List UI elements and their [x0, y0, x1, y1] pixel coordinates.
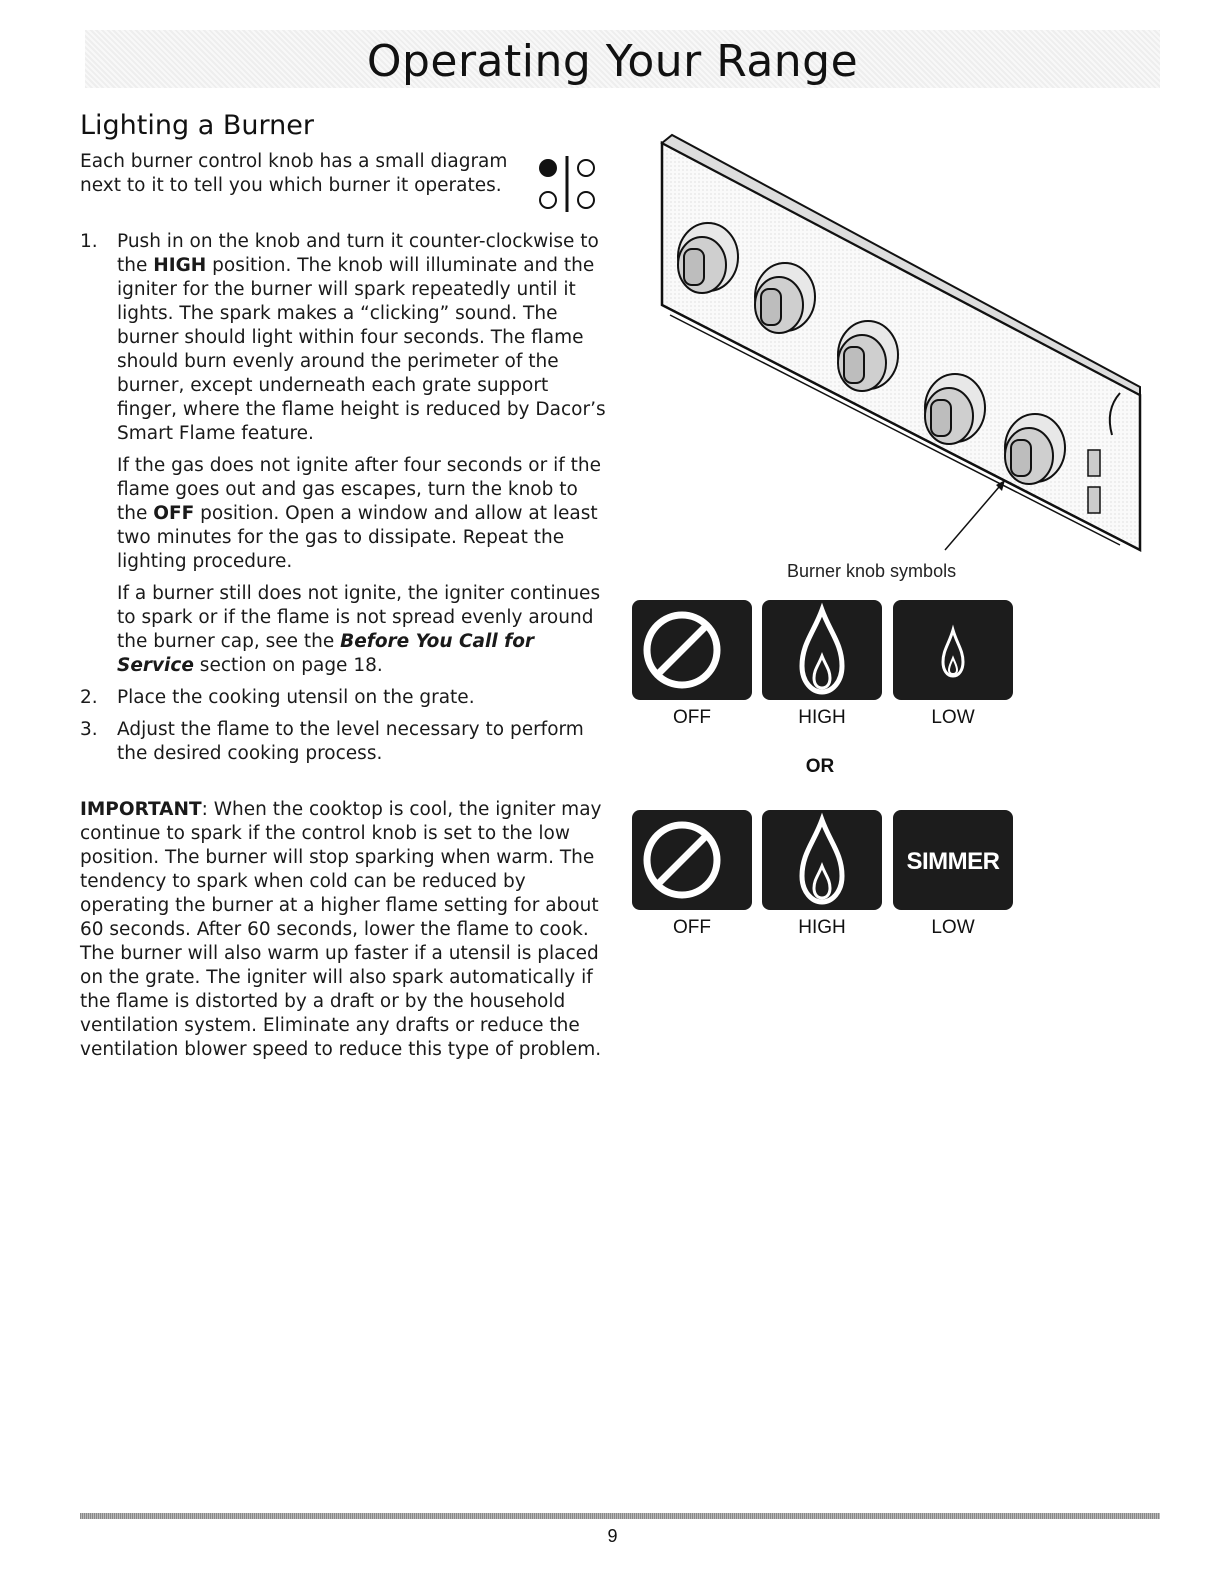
simmer-text: SIMMER	[906, 848, 1000, 875]
simmer-symbol	[893, 810, 1013, 910]
steps-list	[80, 230, 610, 774]
figure-caption: Burner knob symbols	[787, 561, 957, 581]
knob-1	[678, 223, 738, 293]
section-title: Lighting a Burner	[80, 110, 314, 141]
step-2	[80, 686, 610, 710]
knob-3	[838, 321, 898, 391]
footer-band	[80, 1513, 1160, 1519]
large-flame-icon	[762, 600, 882, 700]
step-1-paragraph-3: If a burner still does not ignite, the igniter continues to spark or if the flame is not spread evenly around the burner cap, see the Before You Call for Service section on page 18.	[117, 583, 601, 676]
step-1	[80, 230, 610, 678]
high-symbol-alt	[762, 810, 882, 910]
page-title: Operating Your Range	[366, 36, 859, 87]
range-control-panel-illustration	[650, 125, 1150, 565]
important-note	[80, 798, 610, 1062]
low-label-alt: LOW	[931, 917, 975, 938]
intro-paragraph: Each burner control knob has a small diagram next to it to tell you which burner it operates.	[80, 151, 508, 196]
important-text: : When the cooktop is cool, the igniter may continue to spark if the control knob is set to the low position. The burner will stop sparking when warm. The tendency to spark when cold can be reduced by operating the burner at a higher flame setting for about 60 seconds. After 60 seconds, lower the flame to cook. The burner will also warm up faster if a utensil is placed on the grate. The igniter will also spark automatically if the flame is distorted by a draft or by the household ventilation system. Eliminate any drafts or reduce the ventilation blower speed to reduce this type of problem.	[80, 799, 602, 1060]
off-symbol	[632, 600, 752, 700]
off-icon	[632, 810, 752, 910]
step-3	[80, 718, 610, 766]
knob-2	[755, 263, 815, 333]
step-1-paragraph-2: If the gas does not ignite after four seconds or if the flame goes out and gas escapes, turn the knob to the OFF position. Open a window and allow at least two minutes for the gas to dissipate. Repeat the lighting procedure.	[117, 455, 601, 572]
important-label: IMPORTANT	[80, 799, 202, 820]
step-3-text: Adjust the flame to the level necessary to perform the desired cooking process.	[117, 719, 584, 764]
off-label-alt: OFF	[673, 917, 711, 938]
high-label-alt: HIGH	[798, 917, 846, 938]
low-label: LOW	[931, 707, 975, 728]
knob-5	[1005, 414, 1065, 484]
burner-position-diagram	[532, 152, 602, 216]
step-1-paragraph-1: Push in on the knob and turn it counter-clockwise to the HIGH position. The knob will illuminate and the igniter for the burner will spark repeatedly until it lights. The spark makes a “clicking” sound. The burner should light within four seconds. The flame should burn evenly around the perimeter of the burner, except underneath each grate support finger, where the flame height is reduced by Dacor’s Smart Flame feature.	[117, 231, 606, 444]
high-label: HIGH	[798, 707, 846, 728]
large-flame-icon	[762, 810, 882, 910]
high-symbol	[762, 600, 882, 700]
off-icon	[632, 600, 752, 700]
step-number: 2.	[80, 687, 98, 708]
knob-4	[925, 374, 985, 444]
off-symbol-alt	[632, 810, 752, 910]
step-number: 3.	[80, 719, 98, 740]
small-flame-icon	[893, 600, 1013, 700]
page-number: 9	[607, 1526, 618, 1546]
step-number: 1.	[80, 231, 98, 252]
step-2-text: Place the cooking utensil on the grate.	[117, 687, 475, 708]
or-label: OR	[805, 756, 835, 777]
low-symbol	[893, 600, 1013, 700]
off-label: OFF	[673, 707, 711, 728]
